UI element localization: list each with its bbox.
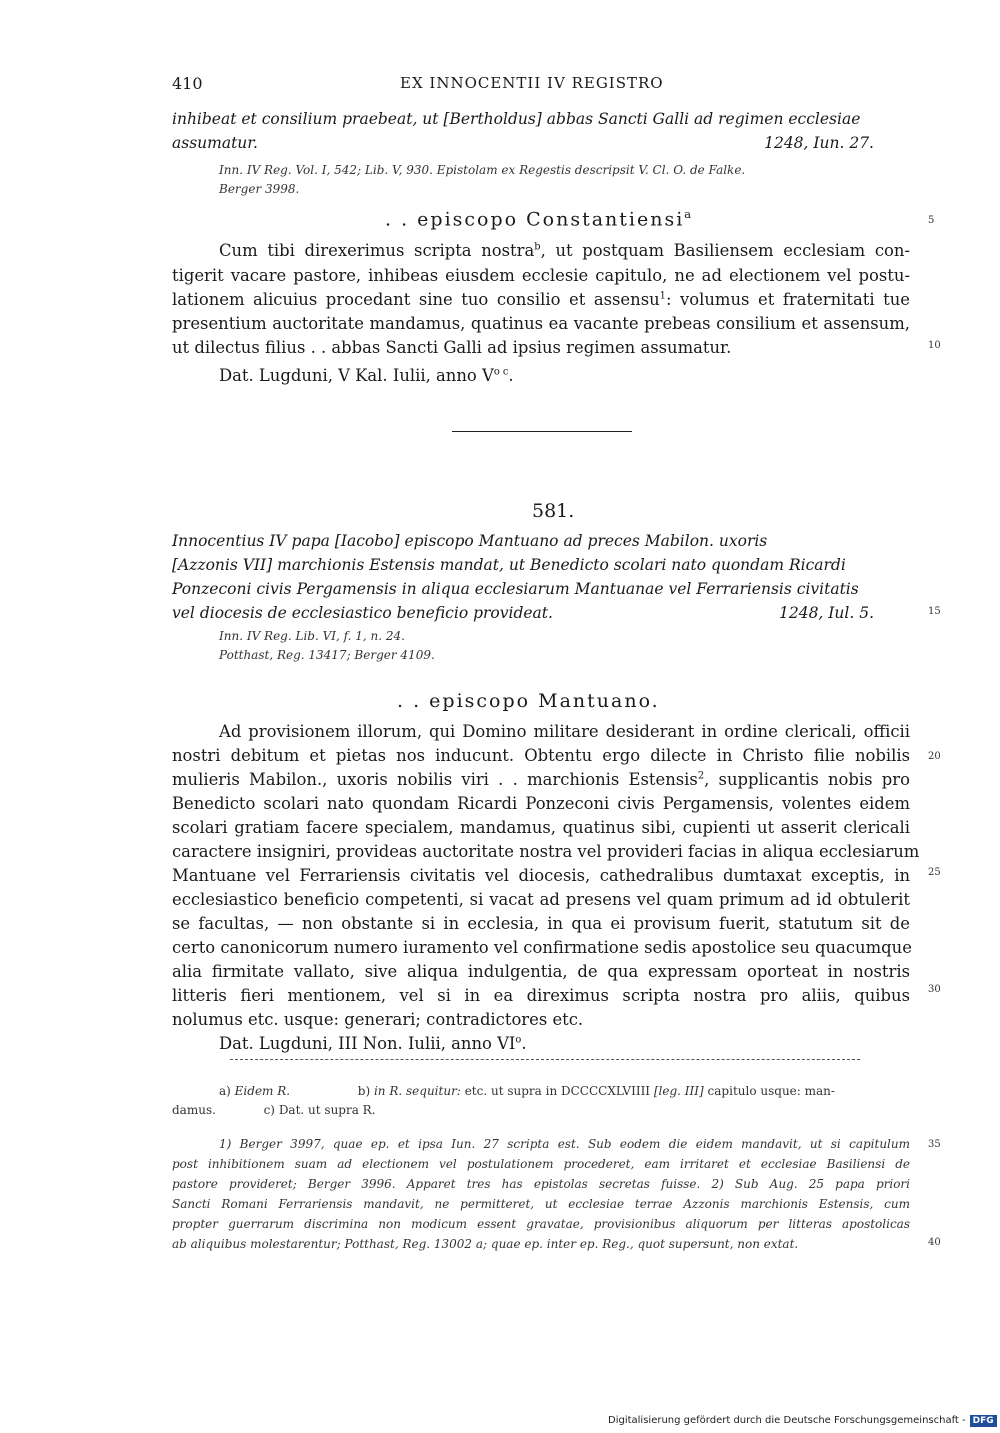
- running-head: EX INNOCENTII IV REGISTRO: [400, 74, 664, 92]
- text-line: alia firmitate vallato, sive aliqua indulgentia, de qua expressam oporteat in nostris: [172, 962, 910, 981]
- text-span: , supplicantis nobis pro: [704, 770, 910, 789]
- footnote-line: pastore provideret; Berger 3996. Apparet tres has epistolas secretas fuisse. 2) Sub Aug. 25 papa priori: [172, 1177, 910, 1191]
- line-number: 40: [928, 1237, 941, 1248]
- text-line: caractere insigniri, provideas auctoritate nostra vel provideri facias in aliqua ecclesiarum: [172, 842, 920, 861]
- line-number: 30: [928, 984, 941, 995]
- digitization-footer: [608, 1415, 997, 1427]
- text-span: , ut postquam Basiliensem ecclesiam con-: [540, 241, 910, 260]
- footnote-ref: o: [515, 1034, 522, 1046]
- address-line: . . episcopo Mantuano.: [397, 690, 660, 712]
- note-text: capitulo usque: man-: [707, 1084, 835, 1098]
- footnote-ref: o c: [493, 366, 509, 378]
- faint-separator: [230, 1059, 860, 1060]
- footnote-ref: 2: [697, 770, 705, 782]
- footnote-line: 1) Berger 3997, quae ep. et ipsa Iun. 27 scripta est. Sub eodem die eidem mandavit, ut si capitulum: [219, 1137, 910, 1151]
- text-span: lationem alicuius procedant sine tuo consilio et assensu: [172, 290, 660, 309]
- dating-end: .: [508, 366, 514, 385]
- textual-note: [172, 1103, 376, 1117]
- line-number: 15: [928, 606, 941, 617]
- address-line: [385, 207, 693, 230]
- regest-line: [172, 604, 910, 622]
- text-span: mulieris Mabilon., uxoris nobilis viri . . marchionis Estensis: [172, 770, 698, 789]
- note-text: Eidem R.: [234, 1084, 291, 1098]
- footnote-line: Sancti Romani Ferrariensis mandavit, ne permitteret, ut ecclesiae terrae Azzonis marchionis Estensis, cum: [172, 1197, 910, 1211]
- text-line: litteris fieri mentionem, vel si in ea direximus scripta nostra pro aliis, quibus: [172, 986, 910, 1005]
- regest-date: 1248, Iun. 27.: [764, 134, 874, 152]
- note-text: damus.: [172, 1103, 216, 1117]
- regest-line: Ponzeconi civis Pergamensis in aliqua ecclesiarum Mantuanae vel Ferrariensis civitatis: [172, 580, 859, 598]
- regest-text: vel diocesis de ecclesiastico beneficio provideat.: [172, 604, 553, 622]
- regest-line: [Azzonis VII] marchionis Estensis mandat, ut Benedicto scolari nato quondam Ricardi: [172, 556, 846, 574]
- dating-text: Dat. Lugduni, III Non. Iulii, anno VI: [219, 1034, 516, 1053]
- text-line: [219, 241, 910, 260]
- note-text: in R. sequitur:: [373, 1084, 461, 1098]
- page-number: 410: [172, 74, 203, 93]
- document-number: 581.: [532, 500, 575, 522]
- text-line: ecclesiastico beneficio competenti, si vacat ad presens vel quam primum ad id obtulerit: [172, 890, 910, 909]
- source-line: Berger 3998.: [219, 182, 300, 196]
- regest-date: 1248, Iul. 5.: [778, 604, 874, 622]
- dating-end: .: [521, 1034, 527, 1053]
- dfg-logo: DFG: [970, 1415, 997, 1427]
- text-line: Ad provisionem illorum, qui Domino militare desiderant in ordine clericali, officii: [219, 722, 910, 741]
- note-label: b): [357, 1084, 371, 1098]
- dating-line: [219, 366, 514, 385]
- footnote-ref: b: [534, 241, 541, 253]
- footer-text: Digitalisierung gefördert durch die Deutsche Forschungsgemeinschaft -: [608, 1415, 966, 1426]
- footnote-ref: 1: [659, 290, 666, 302]
- text-line: tigerit vacare pastore, inhibeas eiusdem ecclesie capitulo, ne ad electionem vel postu-: [172, 266, 910, 285]
- text-line: Benedicto scolari nato quondam Ricardi Ponzeconi civis Pergamensis, volentes eidem: [172, 794, 910, 813]
- dating-text: Dat. Lugduni, V Kal. Iulii, anno V: [219, 366, 494, 385]
- text-span: : volumus et fraternitati tue: [665, 290, 910, 309]
- note-text: [leg. III]: [653, 1084, 704, 1098]
- text-line: nostri debitum et pietas nos inducunt. Obtentu ergo dilecte in Christo filie nobilis: [172, 746, 910, 765]
- note-text: etc. ut supra in DCCCCXLVIIII: [464, 1084, 651, 1098]
- textual-note: [219, 1084, 835, 1098]
- regest-line: [172, 134, 910, 152]
- text-line: [172, 770, 910, 789]
- footnote-line: propter guerrarum discrimina non modicum essent gravatae, provisionibus aliquorum per litteras apostolicas: [172, 1217, 910, 1231]
- line-number: 20: [928, 751, 941, 762]
- note-text: Dat. ut supra R.: [278, 1103, 376, 1117]
- section-divider: [452, 431, 632, 432]
- note-label: a): [219, 1084, 231, 1098]
- regest-line: Innocentius IV papa [Iacobo] episcopo Mantuano ad preces Mabilon. uxoris: [172, 532, 768, 550]
- regest-line: inhibeat et consilium praebeat, ut [Bertholdus] abbas Sancti Galli ad regimen ecclesiae: [172, 110, 861, 128]
- text-span: Cum tibi direxerimus scripta nostra: [219, 241, 535, 260]
- note-label: c): [263, 1103, 275, 1117]
- footnote-line: post inhibitionem suam ad electionem vel postulationem procederet, eam irritaret et ecclesiae Basiliensi de: [172, 1157, 910, 1171]
- regest-text: assumatur.: [172, 134, 258, 152]
- source-line: Inn. IV Reg. Vol. I, 542; Lib. V, 930. Epistolam ex Regestis descripsit V. Cl. O. de Falke.: [219, 163, 746, 177]
- text-line: presentium auctoritate mandamus, quatinus ea vacante prebeas consilium et assensum,: [172, 314, 910, 333]
- footnote-line: ab aliquibus molestarentur; Potthast, Reg. 13002 a; quae ep. inter ep. Reg., quot supersunt, non extat.: [172, 1237, 799, 1251]
- line-number: 25: [928, 867, 941, 878]
- footnote-ref: a: [684, 207, 694, 221]
- line-number: 5: [928, 215, 935, 226]
- line-number: 35: [928, 1139, 941, 1150]
- text-line: scolari gratiam facere specialem, mandamus, quatinus sibi, cupienti ut asserit clericali: [172, 818, 910, 837]
- text-line: [172, 290, 910, 309]
- text-line: ut dilectus filius . . abbas Sancti Galli ad ipsius regimen assumatur.: [172, 338, 732, 357]
- source-line: Inn. IV Reg. Lib. VI, f. 1, n. 24.: [219, 629, 405, 643]
- text-line: se facultas, — non obstante si in ecclesia, in qua ei provisum fuerit, statutum sit de: [172, 914, 910, 933]
- dating-line: [219, 1034, 527, 1053]
- text-line: Mantuane vel Ferrariensis civitatis vel diocesis, cathedralibus dumtaxat exceptis, in: [172, 866, 910, 885]
- address-text: . . episcopo Constantiensi: [385, 208, 685, 231]
- text-line: certo canonicorum numero iuramento vel confirmatione sedis apostolice seu quacumque: [172, 938, 912, 957]
- line-number: 10: [928, 340, 941, 351]
- source-line: Potthast, Reg. 13417; Berger 4109.: [219, 648, 435, 662]
- text-line: nolumus etc. usque: generari; contradictores etc.: [172, 1010, 584, 1029]
